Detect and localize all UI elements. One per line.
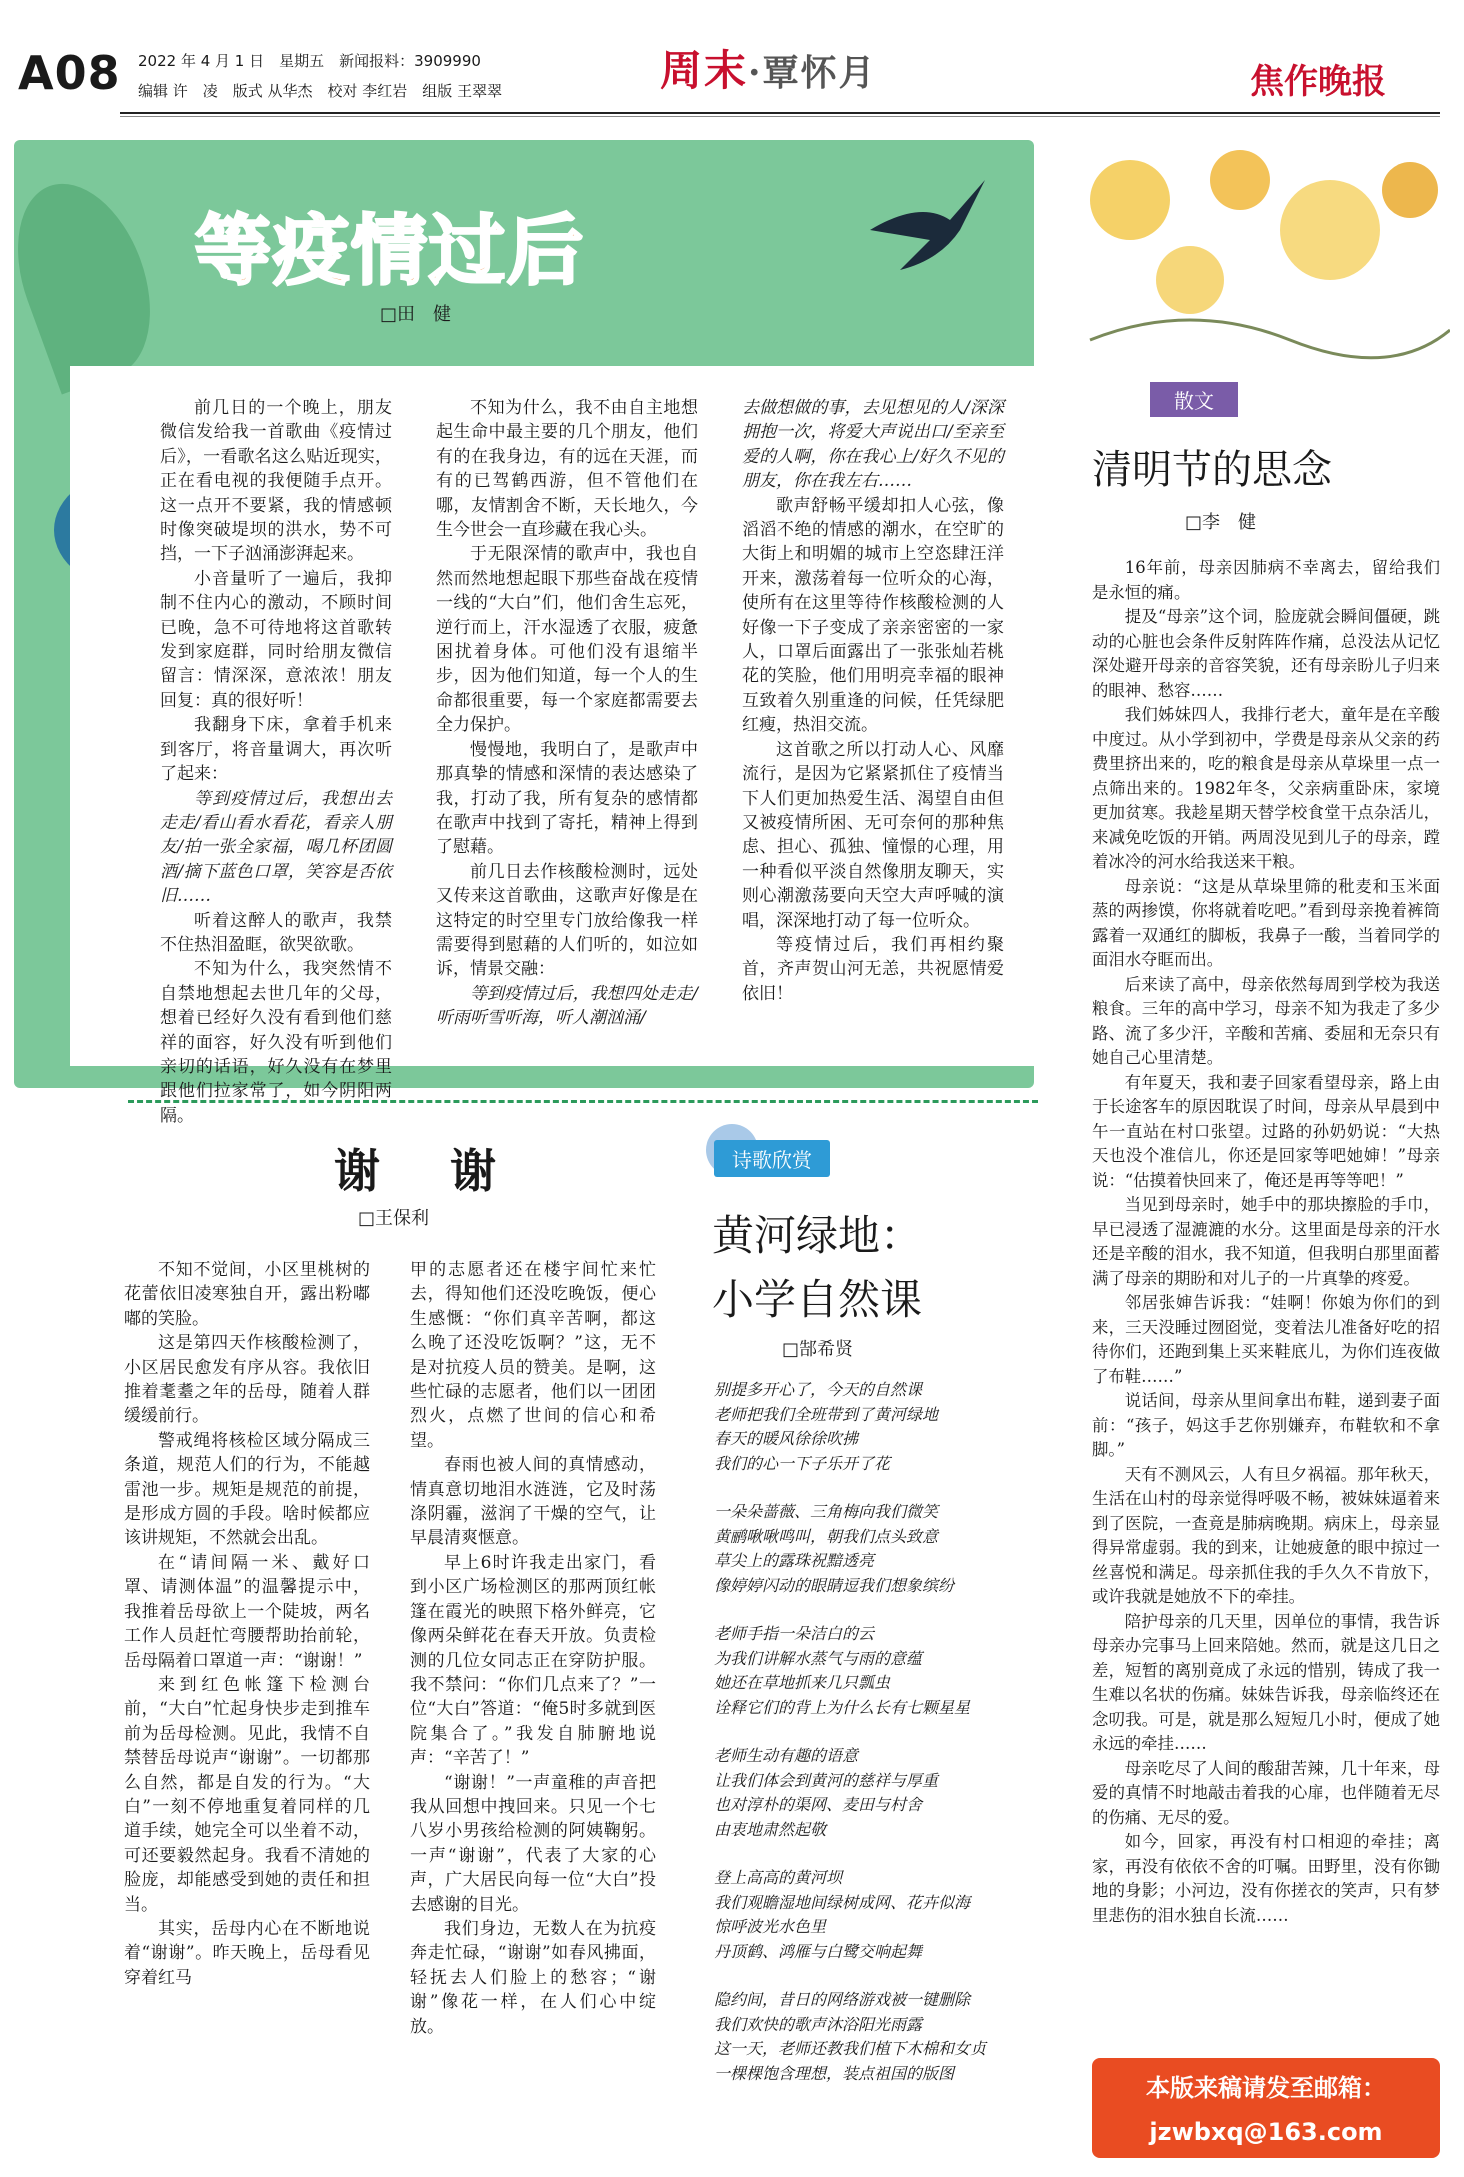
section-divider (128, 1100, 1038, 1103)
poem-line: 像婷婷闪动的眼睛逗我们想象缤纷 (714, 1575, 955, 1595)
section-name: 周末 (660, 46, 749, 95)
poem-line: 我们的心一下子乐开了花 (714, 1453, 891, 1473)
article4-body (1092, 556, 1440, 1928)
paragraph: 这是第四天作核酸检测了，小区居民愈发有序从容。我依旧推着耄耋之年的岳母，随着人群缓缓前行。 (124, 1333, 370, 1427)
paragraph: 我翻身下床，拿着手机来到客厅，将音量调大，再次听了起来： (160, 715, 392, 785)
paragraph: 等疫情过后，我们再相约聚首，齐声贺山河无恙，共祝愿情爱依旧！ (742, 934, 1004, 1004)
poem-line: 她还在草地抓来几只瓢虫 (714, 1673, 891, 1692)
paragraph: 这首歌之所以打动人心、风靡流行，是因为它紧紧抓住了疫情当下人们更加热爱生活、渴望自由但又被疫情所困、无可奈何的那种焦虑、担心、孤独、憧憬的心理，用一种看似平淡自然像朋友聊天，实则心潮激荡要向天空大声呼喊的演唱，深深地打动了每一位听众。 (742, 739, 1004, 931)
paragraph: 母亲说：“这是从草垛里筛的秕麦和玉米面蒸的两掺馍，你将就着吃吧。”看到母亲挽着裤筒露着一双通红的脚板，我鼻子一酸，当着同学的面泪水夺眶而出。 (1092, 876, 1440, 969)
paragraph: 不知不觉间，小区里桃树的花蕾依旧凌寒独自开，露出粉嘟嘟的笑脸。 (124, 1260, 370, 1329)
article2-author: □王保利 (358, 1208, 430, 1229)
prose-section-tag: 散文 (1150, 382, 1238, 417)
paragraph: 甲的志愿者还在楼宇间忙来忙去，得知他们还没吃晚饭，便心生感慨：“你们真辛苦啊，都这么晚了还没吃饭啊？”这，无不是对抗疫人员的赞美。是啊，这些忙碌的志愿者，他们以一团团烈火，点燃了世间的信心和希望。 (410, 1260, 656, 1451)
paragraph: 小音量听了一遍后，我抑制不住内心的激动，不顾时间已晚，急不可待地将这首歌转发到家庭群，同时给朋友微信留言：情深深，意浓浓！朋友回复：真的很好听！ (160, 568, 392, 711)
paragraph: 我们姊妹四人，我排行老大，童年是在辛酸中度过。从小学到初中，学费是母亲从父亲的药费里挤出来的，吃的粮食是母亲从草垛里一点一点筛出来的。1982年冬，父亲病重卧床，家境更加贫寒。我趁星期天替学校食堂干点杂活儿，来减免吃饭的开销。两周没见到儿子的母亲，蹚着冰冷的河水给我送来干粮。 (1092, 705, 1440, 871)
paragraph: 其实，岳母内心在不断地说着“谢谢”。昨天晚上，岳母看见穿着红马 (124, 1918, 370, 1988)
paragraph: 我们身边，无数人在为抗疫奔走忙碌，“谢谢”如春风拂面，轻抚去人们脸上的愁容；“谢谢”像花一样，在人们心中绽放。 (410, 1918, 656, 2037)
paragraph: 听着这醉人的歌声，我禁不住热泪盈眶，欲哭欲歌。 (160, 910, 392, 955)
paragraph: 在“请间隔一米、戴好口罩、请测体温”的温馨提示中，我推着岳母欲上一个陡坡，两名工作人员赶忙弯腰帮助抬前轮，岳母隔着口罩道一声：“谢谢！” (124, 1552, 370, 1671)
article1-column-3 (742, 396, 1004, 1006)
paragraph: 歌声舒畅平缓却扣人心弦，像滔滔不绝的情感的潮水，在空旷的大街上和明媚的城市上空恣肆汪洋开来，激荡着每一位听众的心海，使所有在这里等待作核酸检测的人好像一下子变成了亲亲密密的一家人，口罩后面露出了一张张灿若桃花的笑脸，他们用明亮幸福的眼神互致着久别重逢的问候，任凭绿肥红瘦，热泪交流。 (742, 495, 1004, 736)
poem-body (714, 1378, 1034, 2086)
poem-line: 诠释它们的背上为什么长有七颗星星 (714, 1697, 971, 1717)
paragraph: 母亲吃尽了人间的酸甜苦辣，几十年来，母爱的真情不时地敲击着我的心扉，也伴随着无尽的伤痛、无尽的爱。 (1092, 1758, 1440, 1827)
swallow-icon (860, 160, 990, 290)
submission-email-box (1092, 2058, 1440, 2158)
article3-author: □郜希贤 (782, 1339, 854, 1360)
paragraph: 当见到母亲时，她手中的那块擦脸的手巾，早已浸透了湿漉漉的水分。这里面是母亲的汗水还是辛酸的泪水，我不知道，但我明白那里面蓄满了母亲的期盼和对儿子的一片真挚的疼爱。 (1092, 1195, 1440, 1288)
chrysanthemum-illustration (1070, 140, 1450, 390)
section-subname: 覃怀月 (762, 52, 877, 94)
article3-title-line1: 黄河绿地： (712, 1211, 923, 1260)
poem-line: 这一天，老师还教我们植下木棉和女贞 (714, 2039, 987, 2058)
paragraph: 邻居张婶告诉我：“娃啊！你娘为你们的到来，三天没睡过囫囵觉，变着法儿准备好吃的招待你们，还跑到集上买来鞋底儿，为你们连夜做了布鞋……” (1092, 1293, 1440, 1386)
paragraph: 早上6时许我走出家门，看到小区广场检测区的那两顶红帐篷在霞光的映照下格外鲜亮，它像两朵鲜花在春天开放。负责检测的几位女同志正在穿防护服。我不禁问：“你们几点来了？”一位“大白”答道：“俺5时多就到医院集合了。”我发自肺腑地说声：“辛苦了！” (410, 1552, 656, 1769)
paragraph: 春雨也被人间的真情感动，情真意切地泪水涟涟，它及时荡涤阴霾，滋润了干燥的空气，让早晨清爽惬意。 (410, 1455, 656, 1549)
poem-line: 一棵棵饱含理想，装点祖国的版图 (714, 2063, 955, 2083)
article2-column-2 (410, 1258, 656, 2039)
paragraph: 不知为什么，我不由自主地想起生命中最主要的几个朋友，他们有的在我身边，有的远在天涯，而有的已驾鹤西游，但不管他们在哪，友情割舍不断，天长地久，今生今世会一直珍藏在我心头。 (436, 398, 698, 541)
poem-line: 隐约间，昔日的网络游戏被一键删除 (714, 1990, 971, 2009)
poem-line: 春天的暖风徐徐吹拂 (714, 1429, 859, 1448)
poem-line: 登上高高的黄河坝 (714, 1868, 843, 1887)
article4-title: 清明节的思念 (1092, 447, 1332, 493)
poem-line: 为我们讲解水蒸气与雨的意蕴 (714, 1648, 923, 1668)
poem-line: 一朵朵蔷薇、三角梅向我们微笑 (714, 1502, 939, 1521)
paragraph: 后来读了高中，母亲依然每周到学校为我送粮食。三年的高中学习，母亲不知为我走了多少路、流了多少汗，辛酸和苦痛、委屈和无奈只有她自己心里清楚。 (1092, 974, 1440, 1067)
paragraph: 于无限深情的歌声中，我也自然而然地想起眼下那些奋战在疫情一线的“大白”们，他们舍生忘死，逆行而上，汗水湿透了衣服，疲惫困扰着身体。可他们没有退缩半步，因为他们知道，每一个人的生命都很重要，每一个家庭都需要去全力保护。 (436, 544, 698, 736)
article3-title-line2: 小学自然课 (712, 1275, 923, 1324)
paragraph: 慢慢地，我明白了，是歌声中那真挚的情感和深情的表达感染了我，打动了我，所有复杂的感情都在歌声中找到了寄托，精神上得到了慰藉。 (436, 739, 698, 858)
poem-line: 我们观瞻湿地间绿树成网、花卉似海 (714, 1892, 971, 1912)
paragraph: 前几日去作核酸检测时，远处又传来这首歌曲，这歌声好像是在这特定的时空里专门放给像我一样需要得到慰藉的人们听的，如泣如诉，情景交融： (436, 861, 698, 980)
poem-line: 别提多开心了，今天的自然课 (714, 1380, 923, 1399)
paragraph: 提及“母亲”这个词，脸庞就会瞬间僵硬，跳动的心脏也会条件反射阵阵作痛，总没法从记忆深处避开母亲的音容笑貌，还有母亲盼儿子归来的眼神、愁容…… (1092, 607, 1440, 700)
article1-author: □田 健 (380, 304, 452, 325)
paragraph: “谢谢！”一声童稚的声音把我从回想中拽回来。只见一个七八岁小男孩给检测的阿姨鞠躬。一声“谢谢”，代表了大家的心声，广大居民向每一位“大白”投去感谢的目光。 (410, 1772, 656, 1915)
lyric-quote: 等到疫情过后，我想出去走走/看山看水看花，看亲人朋友/拍一张全家福，喝几杯团圆酒/摘下蓝色口罩，笑容是否依旧…… (160, 788, 392, 907)
paragraph: 说话间，母亲从里间拿出布鞋，递到妻子面前：“孩子，妈这手艺你别嫌弃，布鞋软和不拿脚。” (1092, 1391, 1440, 1459)
article4-author: □李 健 (1185, 512, 1257, 533)
paragraph: 来到红色帐篷下检测台前，“大白”忙起身快步走到推车前为岳母检测。见此，我情不自禁替岳母说声“谢谢”。一切都那么自然，都是自发的行为。“大白”一刻不停地重复着同样的几道手续，她完全可以坐着不动，可还要毅然起身。我看不清她的脸庞，却能感受到她的责任和担当。 (124, 1674, 370, 1915)
article2-column-1 (124, 1258, 370, 1990)
paragraph: 如今，回家，再没有村口相迎的牵挂；离家，再没有依依不舍的叮嘱。田野里，没有你锄地的身影；小河边，没有你搓衣的笑声，只有梦里悲伤的泪水独自长流…… (1092, 1832, 1440, 1925)
paragraph: 16年前，母亲因肺病不幸离去，留给我们是永恒的痛。 (1092, 558, 1440, 602)
lyric-quote: 去做想做的事，去见想见的人/深深拥抱一次，将爱大声说出口/至亲至爱的人啊，你在我心上/好久不见的朋友，你在我左右…… (742, 398, 1004, 492)
header-editors-line: 编辑 许 凌 版式 从华杰 校对 李红岩 组版 王翠翠 (138, 82, 503, 100)
poem-line: 草尖上的露珠祝黯透亮 (714, 1551, 875, 1570)
page-number: A08 (18, 46, 121, 100)
article3-title (712, 1204, 922, 1332)
poem-line: 黄鹂啾啾鸣叫，朝我们点头致意 (714, 1526, 939, 1546)
article1-title: 等疫情过后 (195, 206, 585, 295)
paragraph: 不知为什么，我突然情不自禁地想起去世几年的父母，想着已经好久没有看到他们慈祥的面容，好久没有听到他们亲切的话语，好久没有在梦里跟他们拉家常了，如今阴阳两隔。 (160, 959, 392, 1126)
poem-line: 惊呼波光水色里 (714, 1917, 827, 1936)
article1-column-1 (160, 396, 392, 1128)
article2-title: 谢 谢 (334, 1144, 508, 1198)
paragraph: 警戒绳将核检区域分隔成三条道，规范人们的行为，不能越雷池一步。规矩是规范的前提，是形成方圆的手段。啥时候都应该讲规矩，不然就会出乱。 (124, 1430, 370, 1549)
poem-section-tag: 诗歌欣赏 (714, 1140, 830, 1177)
paragraph: 天有不测风云，人有旦夕祸福。那年秋天，生活在山村的母亲觉得呼吸不畅，被妹妹逼着来到了医院，一查竟是肺病晚期。病床上，母亲显得异常虚弱。我的到来，让她疲惫的眼中掠过一丝喜悦和满足。母亲抓住我的手久久不肯放下，或许我就是她放不下的牵挂。 (1092, 1464, 1440, 1606)
poem-line: 我们欢快的歌声沐浴阳光雨露 (714, 2014, 923, 2034)
poem-line: 也对淳朴的渠网、麦田与村舍 (714, 1795, 923, 1814)
section-logo: 周末·覃怀月 (660, 46, 877, 95)
poem-line: 老师生动有趣的语意 (714, 1746, 859, 1765)
poem-line: 老师手指一朵洁白的云 (714, 1624, 875, 1643)
poem-line: 让我们体会到黄河的慈祥与厚重 (714, 1770, 939, 1790)
email-address[interactable]: jzwbxq@163.com (1149, 2118, 1383, 2146)
header-date-line: 2022 年 4 月 1 日 星期五 新闻报料：3909990 (138, 52, 481, 70)
paragraph: 陪护母亲的几天里，因单位的事情，我告诉母亲办完事马上回来陪她。然而，就是这几日之差，短暂的离别竟成了永远的惜别，铸成了我一生难以名状的伤痛。妹妹告诉我，母亲临终还在念叨我。可是，就是那么短短几小时，便成了她永远的牵挂…… (1092, 1611, 1440, 1753)
poem-line: 由衷地肃然起敬 (714, 1819, 827, 1839)
header-divider-thin (120, 116, 1440, 117)
header-divider (120, 112, 1440, 114)
article1-column-2 (436, 396, 698, 1031)
poem-line: 丹顶鹤、鸿雁与白鹭交响起舞 (714, 1941, 923, 1961)
poem-line: 老师把我们全班带到了黄河绿地 (714, 1404, 939, 1424)
email-label: 本版来稿请发至邮箱： (1146, 2074, 1386, 2102)
paragraph: 有年夏天，我和妻子回家看望母亲，路上由于长途客车的原因耽误了时间，母亲从早晨到中午一直站在村口张望。过路的孙奶奶说：“大热天也没个准信儿，你还是回家等吧她婶！”母亲说：“估摸着快回来了，俺还是再等等吧！” (1092, 1072, 1440, 1190)
paragraph: 前几日的一个晚上，朋友微信发给我一首歌曲《疫情过后》，一看歌名这么贴近现实，正在看电视的我便随手点开。这一点开不要紧，我的情感顿时像突破堤坝的洪水，势不可挡，一下子汹涌澎湃起来。 (160, 398, 392, 565)
paper-logo: 焦作晚报 (1250, 62, 1386, 102)
lyric-quote: 等到疫情过后，我想四处走走/听雨听雪听海，听人潮汹涌/ (436, 983, 698, 1029)
